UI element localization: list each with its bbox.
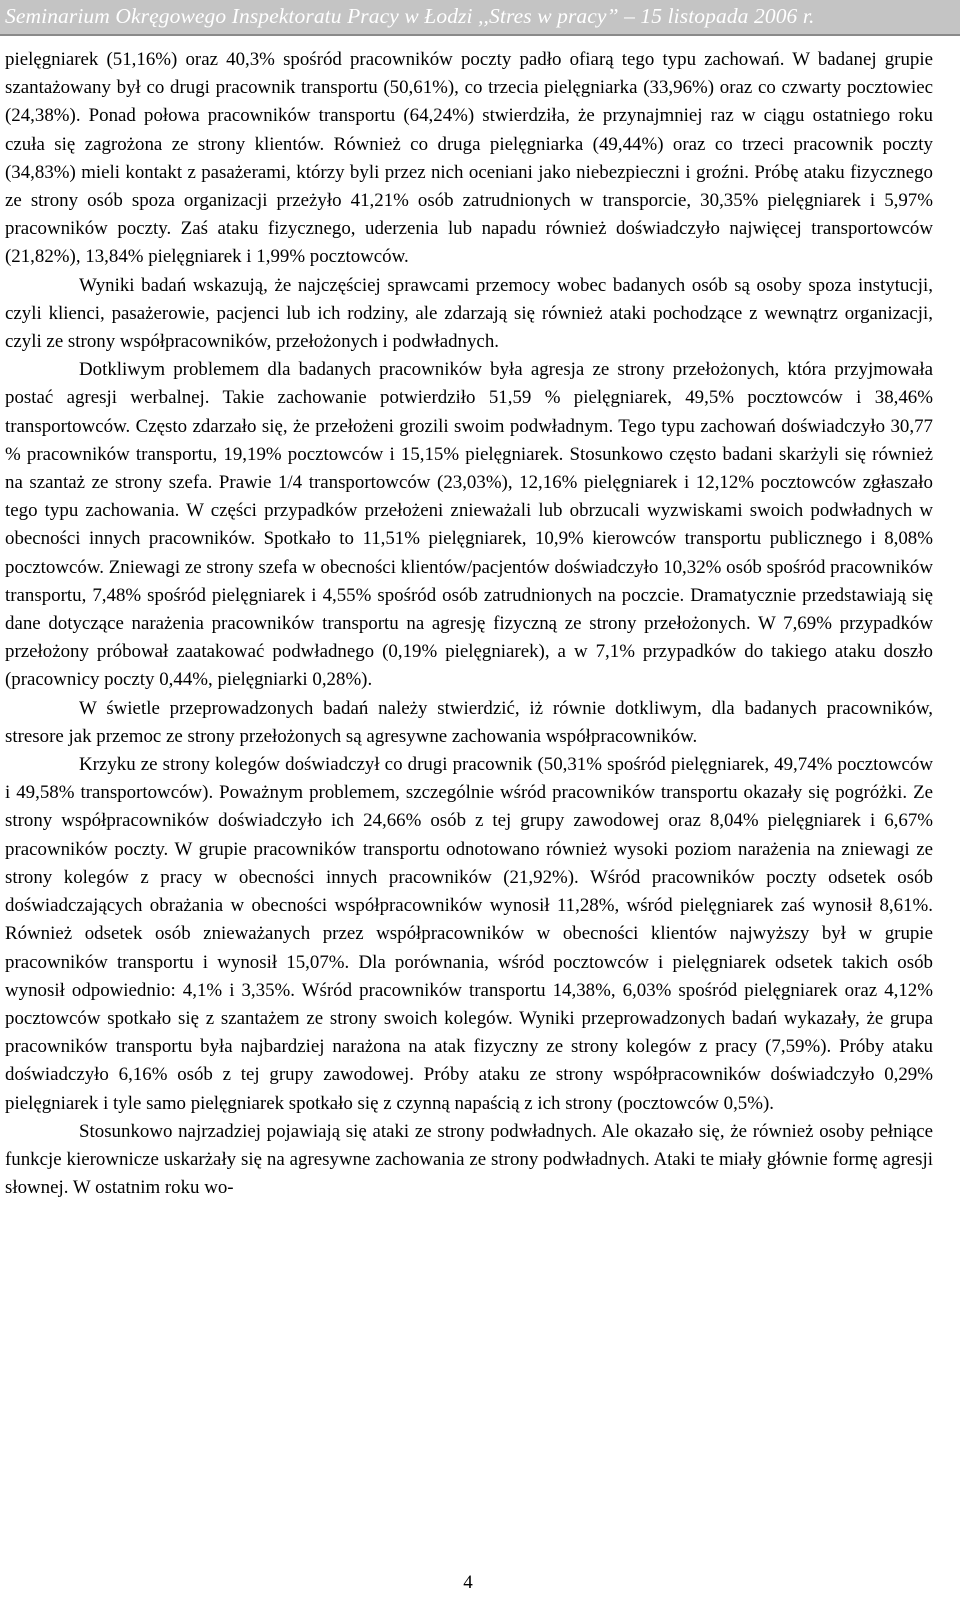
page-number: 4	[463, 1572, 473, 1593]
paragraph-6: Stosunkowo najrzadziej pojawiają się ataki ze strony podwładnych. Ale okazało się, że również osoby pełniące funkcje kierownicze uskarżały się na agresywne zachowania ze strony podwładnych. Ataki te miały głównie formę agresji słownej. W ostatnim roku wo-	[5, 1120, 933, 1199]
page-header	[0, 0, 960, 36]
paragraph-4: W świetle przeprowadzonych badań należy stwierdzić, iż równie dotkliwym, dla badanych pracowników, stresore jak przemoc ze strony przełożonych są agresywne zachowania współpracowników.	[5, 697, 933, 747]
paragraph-3: Dotkliwym problemem dla badanych pracowników była agresja ze strony przełożonych, która przyjmowała postać agresji werbalnej. Takie zachowanie potwierdziło 51,59 % pielęgniarek, 49,5% pocztowców i 38,46% transportowców. Często zdarzało się, że przełożeni grozili swoim podwładnym. Tego typu zachowań doświadczyło 30,77 % pracowników transportu, 19,19% pocztowców i 15,15% pielęgniarek. Stosunkowo często badani skarżyli się również na szantaż ze strony szefa. Prawie 1/4 transportowców (23,03%), 12,16% pielęgniarek i 12,12% pocztowców zgłaszało tego typu zachowania. W części przypadków przełożeni znieważali lub obrzucali wyzwiskami swoich podwładnych w obecności innych pracowników. Spotkało to 11,51% pielęgniarek, 10,9% kierowców transportu publicznego i 8,08% pocztowców. Zniewagi ze strony szefa w obecności klientów/pacjentów doświadczyło 10,32% osób spośród pracowników transportu, 7,48% spośród pielęgniarek i 4,55% spośród osób zatrudnionych na poczcie. Dramatycznie przedstawiają się dane dotyczące narażenia pracowników transportu na agresję fizyczną ze strony przełożonych. W 7,69% przypadków przełożony próbował zaatakować podwładnego (0,19% pielęgniarek), a w 7,1% przypadków do takiego ataku doszło (pracownicy poczty 0,44%, pielęgniarki 0,28%).	[5, 359, 933, 691]
body-text	[5, 46, 933, 1202]
header-title: Seminarium Okręgowego Inspektoratu Pracy w Łodzi ,,Stres w pracy” – 15 listopada 2006 r.	[5, 4, 815, 28]
paragraph-2: Wyniki badań wskazują, że najczęściej sprawcami przemocy wobec badanych osób są osoby spoza instytucji, czyli klienci, pasażerowie, pacjenci lub ich rodziny, ale zdarzają się również ataki pochodzące z wewnątrz organizacji, czyli ze strony współpracowników, przełożonych i podwładnych.	[5, 274, 933, 353]
paragraph-1: pielęgniarek (51,16%) oraz 40,3% spośród pracowników poczty padło ofiarą tego typu zachowań. W badanej grupie szantażowany był co drugi pracownik transportu (50,61%), co trzecia pielęgniarka (33,96%) oraz co czwarty pocztowiec (24,38%). Ponad połowa pracowników transportu (64,24%) stwierdziła, że przynajmniej raz w ciągu ostatniego roku czuła się zagrożona ze strony klientów. Również co druga pielęgniarka (49,44%) oraz co trzeci pracownik poczty (34,83%) mieli kontakt z pasażerami, którzy byli przez nich oceniani jako niebezpieczni i groźni. Próbę ataku fizycznego ze strony osób spoza organizacji przeżyło 41,21% osób zatrudnionych w transporcie, 30,35% pielęgniarek i 5,97% pracowników poczty. Zaś ataku fizycznego, uderzenia lub napadu również doświadczyło najwięcej transportowców (21,82%), 13,84% pielęgniarek i 1,99% pocztowców.	[5, 49, 933, 268]
paragraph-5: Krzyku ze strony kolegów doświadczył co drugi pracownik (50,31% spośród pielęgniarek, 49,74% pocztowców i 49,58% transportowców). Poważnym problemem, szczególnie wśród pracowników transportu okazały się pogróżki. Ze strony współpracowników doświadczyło ich 24,66% osób z tej grupy zawodowej oraz 8,04% pielęgniarek i 6,67% pracowników poczty. W grupie pracowników transportu odnotowano również wysoki poziom narażenia na zniewagi ze strony kolegów z pracy w obecności innych pracowników (21,92%). Wśród pracowników poczty odsetek osób doświadczających obrażania w obecności współpracowników wynosił 11,28%, wśród pielęgniarek zaś wynosił 8,61%. Również odsetek osób znieważanych przez współpracowników w obecności klientów najwyższy był w grupie pracowników transportu i wynosił 15,07%. Dla porównania, wśród pocztowców i pielęgniarek odsetek takich osób wynosił odpowiednio: 4,1% i 3,35%. Wśród pracowników transportu 14,38%, 6,03% spośród pielęgniarek oraz 4,12% pocztowców spotkało się z szantażem ze strony swoich kolegów. Wyniki przeprowadzonych badań wykazały, że grupa pracowników transportu była najbardziej narażona na atak fizyczny ze strony kolegów z pracy (7,59%). Próby ataku doświadczyło 6,16% osób z tej grupy zawodowej. Próby ataku ze strony współpracowników doświadczyło 0,29% pielęgniarek i tyle samo pielęgniarek spotkało się z czynną napaścią z ich strony (pocztowców 0,5%).	[5, 754, 933, 1114]
